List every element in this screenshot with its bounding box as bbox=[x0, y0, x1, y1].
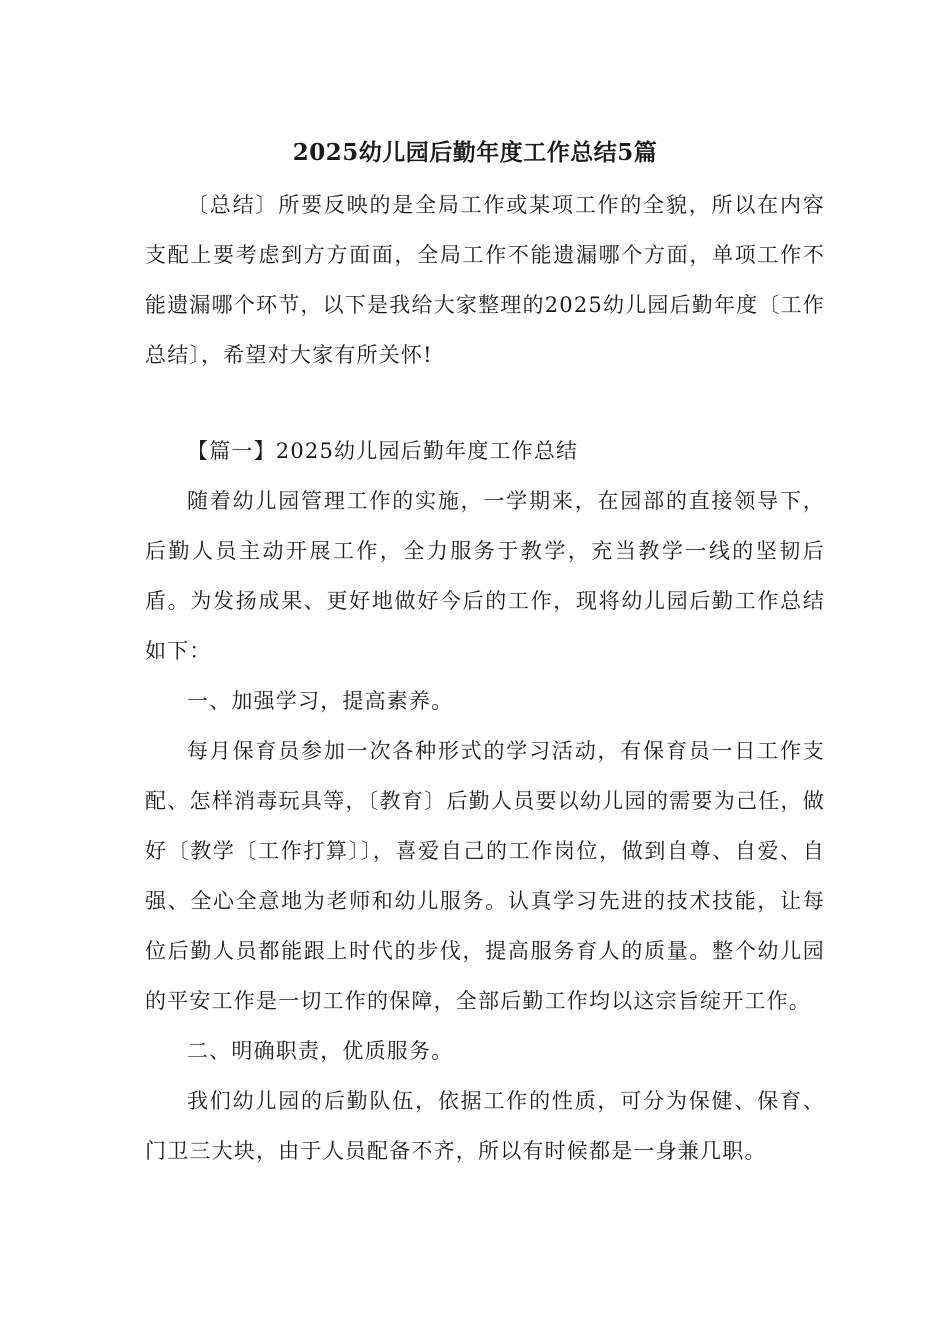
body-paragraph: 每月保育员参加一次各种形式的学习活动，有保育员一日工作支配、怎样消毒玩具等，〔教育〕后勤人员要以幼儿园的需要为己任，做好〔教学〔工作打算〕〕，喜爱自己的工作岗位，做到自尊、自爱、自强、全心全意地为老师和幼儿服务。认真学习先进的技术技能，让每位后勤人员都能跟上时代的步伐，提高服务育人的质量。整个幼儿园的平安工作是一切工作的保障，全部后勤工作均以这宗旨绽开工作。 bbox=[145, 739, 825, 1013]
subsection-heading: 二、明确职责，优质服务。 bbox=[187, 1039, 454, 1063]
section-heading-part-one: 【篇一】2025幼儿园后勤年度工作总结 bbox=[187, 439, 579, 463]
intro-paragraph: 〔总结〕所要反映的是全局工作或某项工作的全貌，所以在内容支配上要考虑到方方面面，全局工作不能遗漏哪个方面，单项工作不能遗漏哪个环节，以下是我给大家整理的2025幼儿园后勤年度〔工作总结〕，希望对大家有所关怀! bbox=[145, 193, 825, 367]
document-body bbox=[145, 180, 825, 1176]
body-paragraph: 我们幼儿园的后勤队伍，依据工作的性质，可分为保健、保育、门卫三大块，由于人员配备不齐，所以有时候都是一身兼几职。 bbox=[145, 1089, 825, 1163]
body-paragraph: 随着幼儿园管理工作的实施，一学期来，在园部的直接领导下，后勤人员主动开展工作，全力服务于教学，充当教学一线的坚韧后盾。为发扬成果、更好地做好今后的工作，现将幼儿园后勤工作总结如下： bbox=[145, 489, 825, 663]
subsection-heading: 一、加强学习，提高素养。 bbox=[187, 689, 454, 713]
document-title: 2025幼儿园后勤年度工作总结5篇 bbox=[292, 139, 658, 166]
